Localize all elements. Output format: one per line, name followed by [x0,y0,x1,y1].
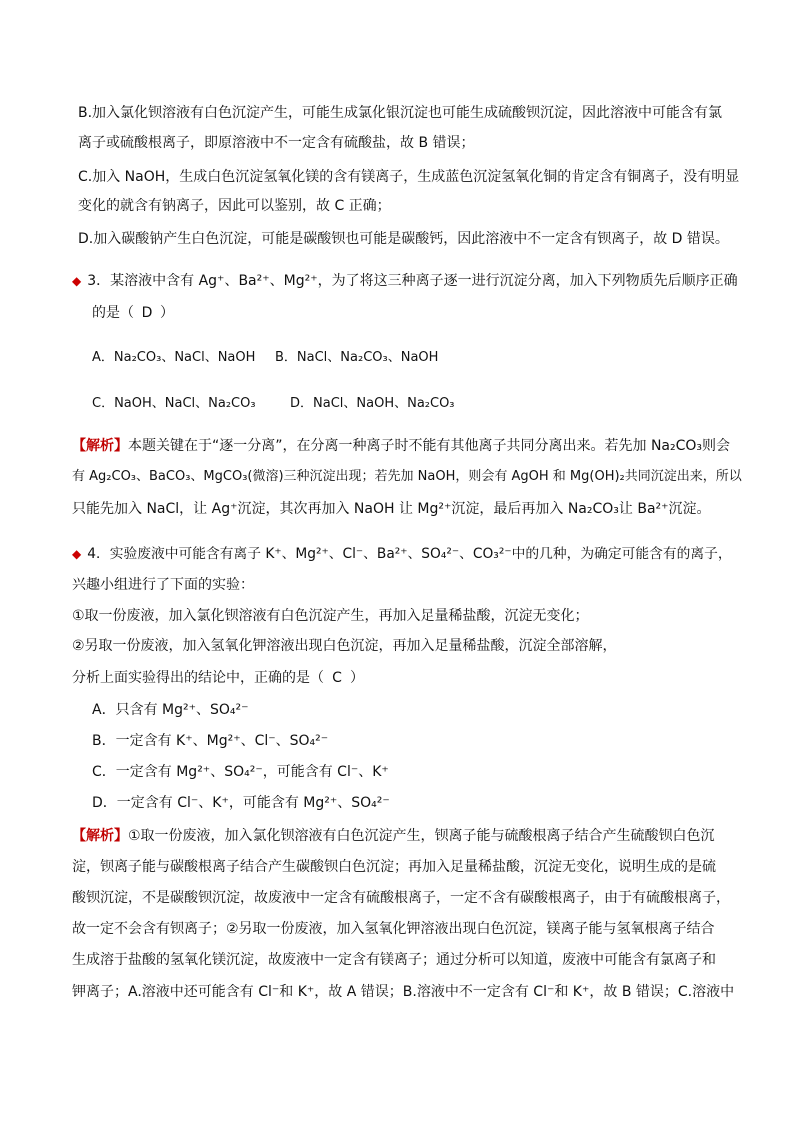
question-4-ask-text: 分析上面实验得出的结论中，正确的是（ [72,670,324,686]
question-4-option-b: B．一定含有 K⁺、Mg²⁺、Cl⁻、SO₄²⁻ [92,733,329,749]
question-4-step1: ①取一份废液，加入氯化钡溶液有白色沉淀产生，再加入足量稀盐酸，沉淀无变化； [72,608,589,624]
question-4-stem: 4．实验废液中可能含有离子 K⁺、Mg²⁺、Cl⁻、Ba²⁺、SO₄²⁻、CO₃²⁻中的几种，为确定可能含有的离子， [87,546,732,562]
question-4-analysis-line4: 故一定不会含有钡离子；②另取一份废液，加入氢氧化钾溶液出现白色沉淀，镁离子能与氢氧根离子结合 [72,921,715,937]
option-b-explanation-line1: B.加入氯化钡溶液有白色沉淀产生，可能生成氯化银沉淀也可能生成硫酸钡沉淀，因此溶液中可能含有氯 [78,105,723,121]
question-4-analysis-line5: 生成溶于盐酸的氢氧化镁沉淀，故废液中一定含有镁离子；通过分析可以知道，废液中可能含有氯离子和 [72,952,716,968]
question-4-option-d: D．一定含有 Cl⁻、K⁺，可能含有 Mg²⁺、SO₄²⁻ [92,795,390,811]
option-b-explanation-line2: 离子或硫酸根离子，即原溶液中不一定含有硫酸盐，故 B 错误； [78,135,475,151]
option-c-explanation-line1: C.加入 NaOH，生成白色沉淀氢氧化镁的含有镁离子，生成蓝色沉淀氢氧化铜的肯定含有铜离子，没有明显 [78,169,740,185]
question-4-analysis-line1 [72,826,715,846]
question-3-answer: D [141,305,153,321]
option-c-explanation-line2: 变化的就含有钠离子，因此可以鉴别，故 C 正确； [78,198,391,214]
question-4-answer: C [332,670,342,686]
question-4-line1 [72,544,732,564]
question-4-analysis-line6: 钾离子；A.溶液中还可能含有 Cl⁻和 K⁺，故 A 错误；B.溶液中不一定含有 Cl⁻和 K⁺，故 B 错误；C.溶液中 [72,984,735,1000]
question-4-line2: 兴趣小组进行了下面的实验： [72,577,254,593]
question-4-option-c: C．一定含有 Mg²⁺、SO₄²⁻，可能含有 Cl⁻、K⁺ [92,764,389,780]
question-3-option-b: B．NaCl、Na₂CO₃、NaOH [275,350,439,365]
question-3-option-d: D．NaCl、NaOH、Na₂CO₃ [290,396,455,411]
question-4-option-a: A．只含有 Mg²⁺、SO₄²⁻ [92,702,249,718]
diamond-bullet-icon: ◆ [72,547,82,561]
question-3-stem-tail: 的是（ [92,305,134,321]
question-3-analysis-line2: 有 Ag₂CO₃、BaCO₃、MgCO₃(微溶)三种沉淀出现；若先加 NaOH，则会有 AgOH 和 Mg(OH)₂共同沉淀出来，所以 [72,469,742,484]
analysis-text: 本题关键在于“逐一分离”，在分离一种离子时不能有其他离子共同分离出来。若先加 Na₂CO₃则会 [128,438,731,454]
question-4-ask [72,668,364,688]
question-4-analysis-line2: 淀，钡离子能与碳酸根离子结合产生碳酸钡白色沉淀；再加入足量稀盐酸，沉淀无变化，说明生成的是硫 [72,859,716,875]
question-3-line1 [72,271,738,291]
question-4-analysis-line3: 酸钡沉淀，不是碳酸钡沉淀，故废液中一定含有硫酸根离子，一定不含有碳酸根离子，由于有硫酸根离子， [72,890,730,906]
question-3-option-c: C．NaOH、NaCl、Na₂CO₃ [92,396,256,411]
question-3-analysis-line1 [72,436,730,456]
question-3-option-a: A．Na₂CO₃、NaCl、NaOH [92,350,256,365]
analysis-text: ①取一份废液，加入氯化钡溶液有白色沉淀产生，钡离子能与硫酸根离子结合产生硫酸钡白色沉 [128,828,715,844]
question-4-paren-close: ） [350,670,364,686]
diamond-bullet-icon: ◆ [72,274,82,288]
question-3-paren-close: ） [160,305,174,321]
question-3-line2 [92,303,174,323]
analysis-tag: 【解析】 [72,438,128,454]
question-3-analysis-line3: 只能先加入 NaCl，让 Ag⁺沉淀，其次再加入 NaOH 让 Mg²⁺沉淀，最后再加入 Na₂CO₃让 Ba²⁺沉淀。 [72,501,711,517]
option-d-explanation-line1: D.加入碳酸钠产生白色沉淀，可能是碳酸钡也可能是碳酸钙，因此溶液中不一定含有钡离子，故 D 错误。 [78,231,729,247]
question-4-step2: ②另取一份废液，加入氢氧化钾溶液出现白色沉淀，再加入足量稀盐酸，沉淀全部溶解， [72,638,617,654]
analysis-tag: 【解析】 [72,828,128,844]
question-3-stem: 3．某溶液中含有 Ag⁺、Ba²⁺、Mg²⁺，为了将这三种离子逐一进行沉淀分离，加入下列物质先后顺序正确 [87,273,738,289]
